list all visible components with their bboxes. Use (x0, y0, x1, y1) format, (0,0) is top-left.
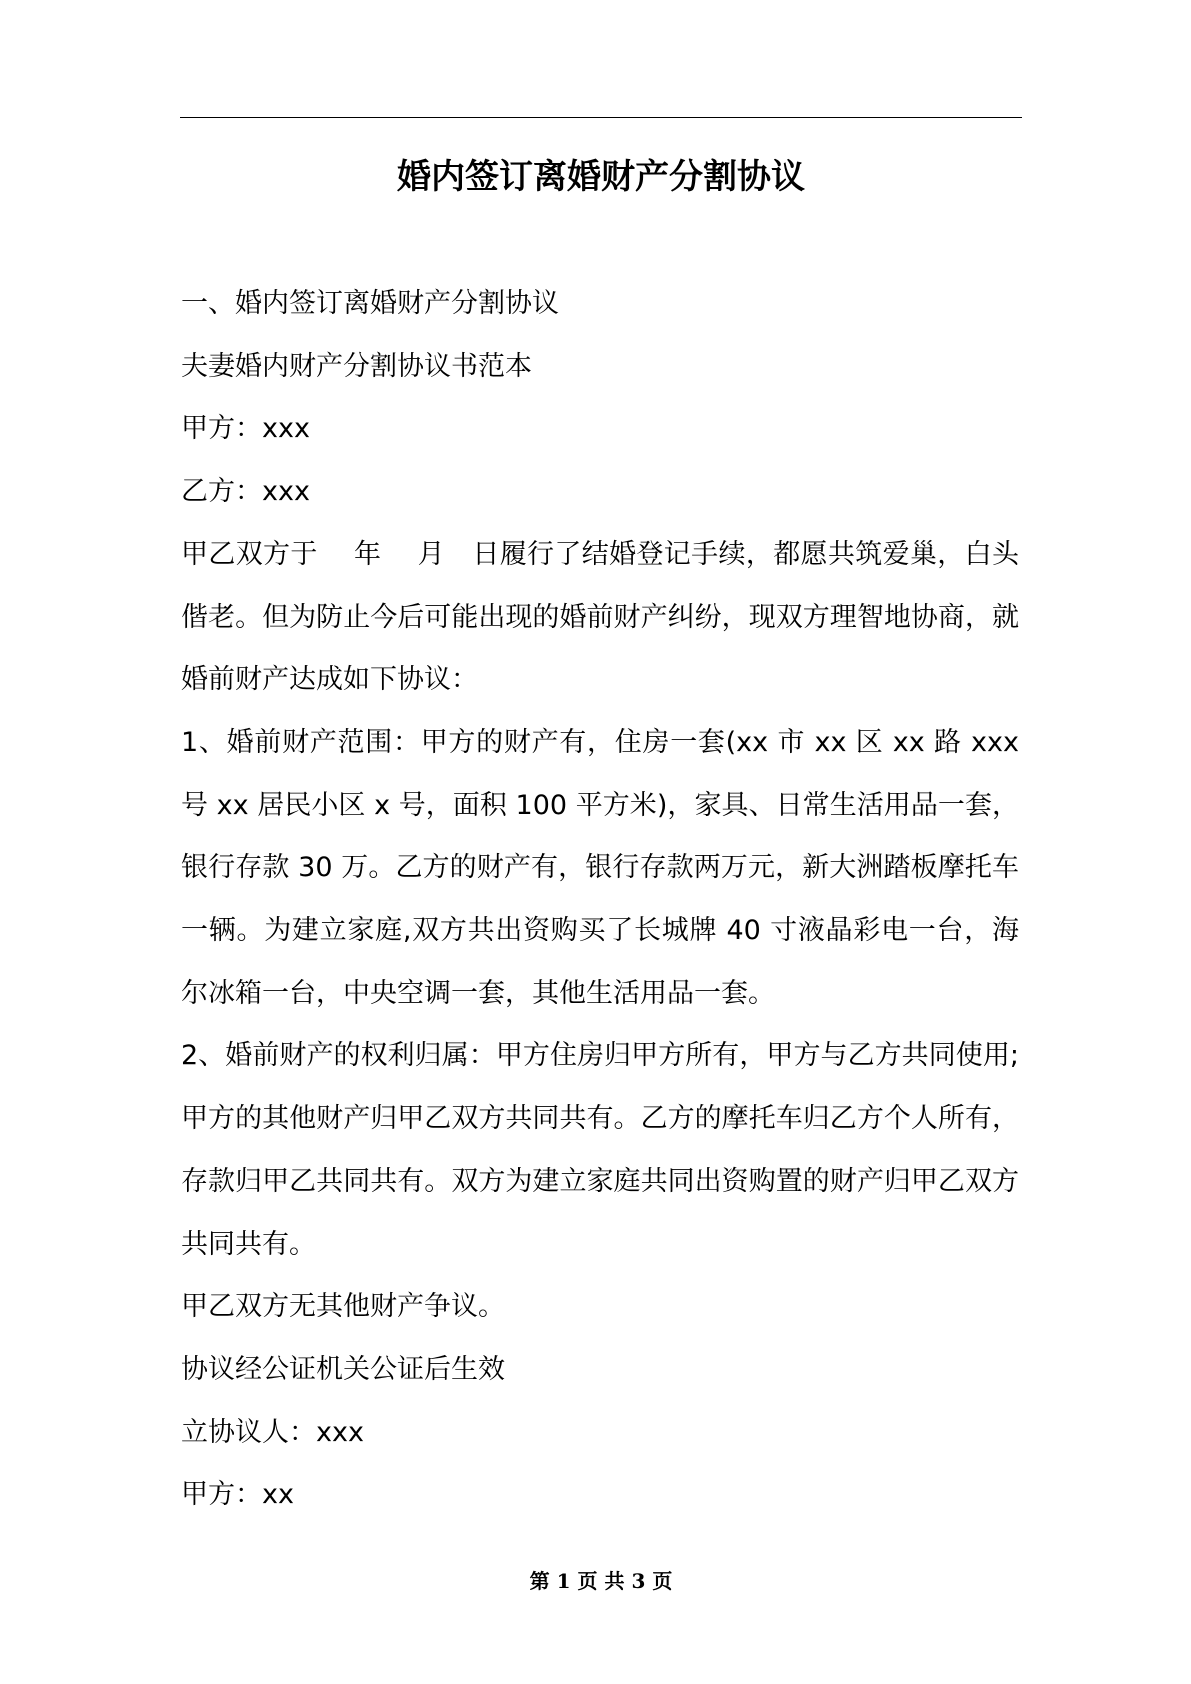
party-a-signature-line: 甲方：xx (181, 1479, 294, 1511)
document-body (181, 273, 1028, 1527)
subtitle-line: 夫妻婚内财产分割协议书范本 (181, 350, 532, 382)
no-dispute-line: 甲乙双方无其他财产争议。 (181, 1291, 505, 1323)
section-heading: 一、婚内签订离婚财产分割协议 (181, 288, 559, 319)
clause-2-paragraph: 2、婚前财产的权利归属：甲方住房归甲方所有，甲方与乙方共同使用;甲方的其他财产归甲乙双方共同共有。乙方的摩托车归乙方个人所有，存款归甲乙共同共有。双方为建立家庭共同出资购置的财产归甲乙双方共同共有。 (181, 1040, 1019, 1260)
intro-paragraph: 甲乙双方于 年 月 日履行了结婚登记手续，都愿共筑爱巢，白头偕老。但为防止今后可能出现的婚前财产纠纷，现双方理智地协商，就婚前财产达成如下协议： (181, 538, 1019, 696)
clause-1-paragraph: 1、婚前财产范围：甲方的财产有，住房一套(xx 市 xx 区 xx 路 xxx 号 xx 居民小区 x 号，面积 100 平方米)，家具、日常生活用品一套，银行存款 30 万。乙方的财产有，银行存款两万元，新大洲踏板摩托车一辆。为建立家庭,双方共出资购买了长城牌 40 寸液晶彩电一台，海尔冰箱一台，中央空调一套，其他生活用品一套。 (181, 726, 1028, 1009)
party-a-line: 甲方：xxx (181, 413, 310, 445)
page-number-footer: 第 1 页 共 3 页 (529, 1569, 673, 1593)
party-b-line: 乙方：xxx (181, 476, 310, 508)
signatory-line: 立协议人：xxx (181, 1416, 364, 1448)
document-title: 婚内签订离婚财产分割协议 (397, 157, 805, 197)
effect-line: 协议经公证机关公证后生效 (181, 1353, 505, 1385)
header-rule (180, 117, 1022, 118)
